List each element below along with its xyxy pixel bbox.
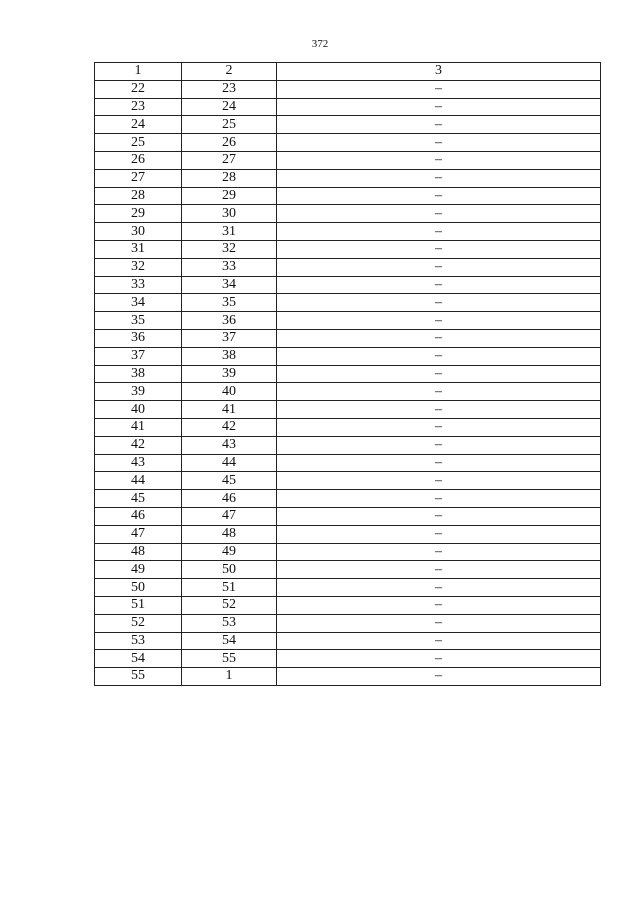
table-row [95,329,601,347]
table-row [95,525,601,543]
table-row [95,436,601,454]
data-table [94,62,601,686]
table-row [95,490,601,508]
table-cell-col-2: 44 [182,454,277,472]
table-cell-col-3: – [277,187,601,205]
table-row [95,561,601,579]
table-cell-col-3: – [277,98,601,116]
table-cell-col-1: 49 [95,561,182,579]
table-cell-col-1: 50 [95,579,182,597]
table-row [95,223,601,241]
table-row [95,579,601,597]
header-cell-col-1: 1 [95,63,182,81]
table-body [95,63,601,686]
table-cell-col-3: – [277,418,601,436]
table-cell-col-1: 54 [95,650,182,668]
table-cell-col-3: – [277,507,601,525]
table-row [95,365,601,383]
table-cell-col-3: – [277,632,601,650]
page-number: 372 [311,38,329,50]
table-cell-col-2: 30 [182,205,277,223]
table-row [95,116,601,134]
table-row [95,187,601,205]
table-cell-col-1: 38 [95,365,182,383]
table-header-row [95,63,601,81]
table-cell-col-2: 26 [182,134,277,152]
header-cell-col-3: 3 [277,63,601,81]
table-cell-col-3: – [277,543,601,561]
table-cell-col-3: – [277,561,601,579]
table-cell-col-2: 52 [182,596,277,614]
table-row [95,276,601,294]
table-cell-col-2: 32 [182,240,277,258]
table-cell-col-1: 30 [95,223,182,241]
table-cell-col-2: 51 [182,579,277,597]
table-cell-col-3: – [277,579,601,597]
table-cell-col-2: 37 [182,329,277,347]
table-cell-col-1: 36 [95,329,182,347]
table-cell-col-1: 25 [95,134,182,152]
table-cell-col-2: 46 [182,490,277,508]
table-row [95,134,601,152]
table-cell-col-1: 26 [95,151,182,169]
table-cell-col-2: 28 [182,169,277,187]
table-cell-col-1: 52 [95,614,182,632]
table-cell-col-2: 45 [182,472,277,490]
table-cell-col-1: 40 [95,401,182,419]
table-row [95,401,601,419]
table-cell-col-3: – [277,668,601,686]
table-row [95,650,601,668]
table-row [95,668,601,686]
table-cell-col-2: 49 [182,543,277,561]
table-cell-col-1: 41 [95,418,182,436]
table-cell-col-3: – [277,258,601,276]
table-cell-col-3: – [277,347,601,365]
table-cell-col-3: – [277,169,601,187]
table-cell-col-1: 35 [95,312,182,330]
table-row [95,472,601,490]
table-cell-col-1: 48 [95,543,182,561]
table-cell-col-1: 53 [95,632,182,650]
table-row [95,240,601,258]
table-cell-col-3: – [277,365,601,383]
table-cell-col-1: 24 [95,116,182,134]
table-cell-col-1: 34 [95,294,182,312]
table-cell-col-3: – [277,650,601,668]
table-cell-col-1: 44 [95,472,182,490]
table-cell-col-3: – [277,436,601,454]
table-cell-col-3: – [277,151,601,169]
table-cell-col-2: 48 [182,525,277,543]
table-cell-col-2: 1 [182,668,277,686]
table-row [95,507,601,525]
table-cell-col-3: – [277,383,601,401]
table-cell-col-3: – [277,240,601,258]
table-row [95,418,601,436]
table-cell-col-3: – [277,525,601,543]
table-cell-col-3: – [277,116,601,134]
table-cell-col-1: 32 [95,258,182,276]
table-row [95,169,601,187]
table-cell-col-3: – [277,80,601,98]
table-row [95,258,601,276]
table-cell-col-2: 31 [182,223,277,241]
table-cell-col-1: 28 [95,187,182,205]
table-row [95,454,601,472]
table-cell-col-1: 43 [95,454,182,472]
table-cell-col-2: 50 [182,561,277,579]
table-cell-col-3: – [277,454,601,472]
table-cell-col-2: 23 [182,80,277,98]
table-cell-col-1: 33 [95,276,182,294]
table-cell-col-1: 39 [95,383,182,401]
table-cell-col-1: 55 [95,668,182,686]
table-cell-col-3: – [277,294,601,312]
table-cell-col-3: – [277,401,601,419]
table-cell-col-3: – [277,472,601,490]
table-row [95,347,601,365]
table-cell-col-2: 38 [182,347,277,365]
table-cell-col-3: – [277,490,601,508]
table-cell-col-1: 23 [95,98,182,116]
table-cell-col-3: – [277,596,601,614]
table-cell-col-3: – [277,134,601,152]
table-cell-col-2: 36 [182,312,277,330]
table-cell-col-1: 46 [95,507,182,525]
table-cell-col-2: 43 [182,436,277,454]
table-cell-col-2: 27 [182,151,277,169]
table-cell-col-2: 54 [182,632,277,650]
table-cell-col-2: 47 [182,507,277,525]
table-cell-col-2: 53 [182,614,277,632]
table-row [95,151,601,169]
header-cell-col-2: 2 [182,63,277,81]
table-cell-col-3: – [277,312,601,330]
table-cell-col-3: – [277,223,601,241]
table-cell-col-2: 24 [182,98,277,116]
table-cell-col-3: – [277,614,601,632]
table-row [95,632,601,650]
table-cell-col-1: 31 [95,240,182,258]
table-cell-col-1: 47 [95,525,182,543]
table-cell-col-3: – [277,329,601,347]
table-cell-col-2: 42 [182,418,277,436]
table-cell-col-1: 51 [95,596,182,614]
table-cell-col-3: – [277,276,601,294]
table-cell-col-2: 33 [182,258,277,276]
table-cell-col-3: – [277,205,601,223]
table-row [95,294,601,312]
table-cell-col-1: 29 [95,205,182,223]
table-row [95,543,601,561]
table-cell-col-1: 27 [95,169,182,187]
table-cell-col-1: 22 [95,80,182,98]
table-row [95,596,601,614]
table-cell-col-2: 29 [182,187,277,205]
table-row [95,205,601,223]
table-cell-col-1: 45 [95,490,182,508]
table-cell-col-1: 37 [95,347,182,365]
table-cell-col-2: 39 [182,365,277,383]
table-cell-col-2: 25 [182,116,277,134]
table-cell-col-2: 40 [182,383,277,401]
table-cell-col-2: 55 [182,650,277,668]
table-cell-col-2: 35 [182,294,277,312]
table-row [95,383,601,401]
table-cell-col-2: 34 [182,276,277,294]
table-row [95,614,601,632]
table-cell-col-2: 41 [182,401,277,419]
table-row [95,98,601,116]
table-cell-col-1: 42 [95,436,182,454]
table-row [95,80,601,98]
table-row [95,312,601,330]
